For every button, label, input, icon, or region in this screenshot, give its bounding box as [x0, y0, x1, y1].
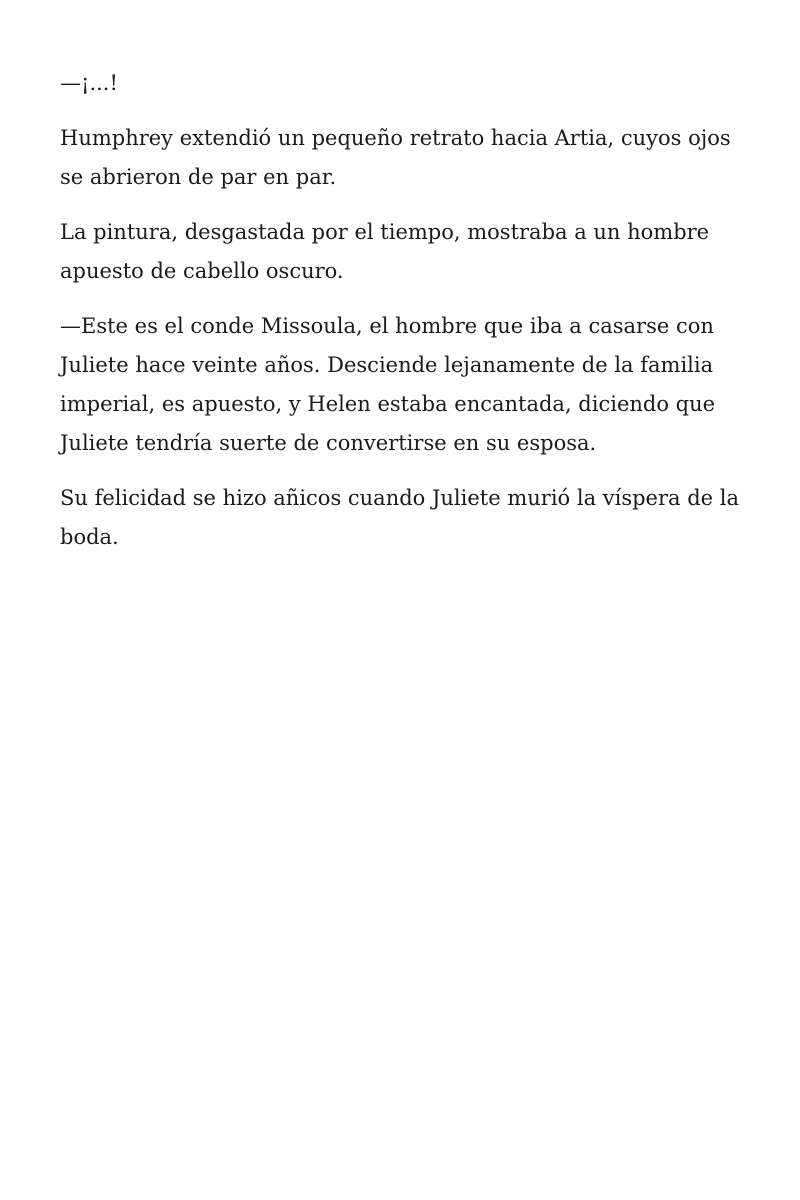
- paragraph-happiness: Su felicidad se hizo añicos cuando Juliete murió la víspera de la boda.: [60, 486, 740, 549]
- reading-page: [60, 64, 750, 573]
- paragraph-portrait: Humphrey extendió un pequeño retrato hacia Artia, cuyos ojos se abrieron de par en par.: [60, 126, 731, 189]
- paragraph-count-missoula: —Este es el conde Missoula, el hombre que iba a casarse con Juliete hace veinte años. Desciende lejanamente de la familia imperial, es apuesto, y Helen estaba encantada, diciendo que Juliete tendría suerte de convertirse en su esposa.: [60, 314, 716, 455]
- paragraph-exclamation: —¡...!: [60, 71, 118, 95]
- paragraph-painting: La pintura, desgastada por el tiempo, mostraba a un hombre apuesto de cabello oscuro.: [60, 220, 710, 283]
